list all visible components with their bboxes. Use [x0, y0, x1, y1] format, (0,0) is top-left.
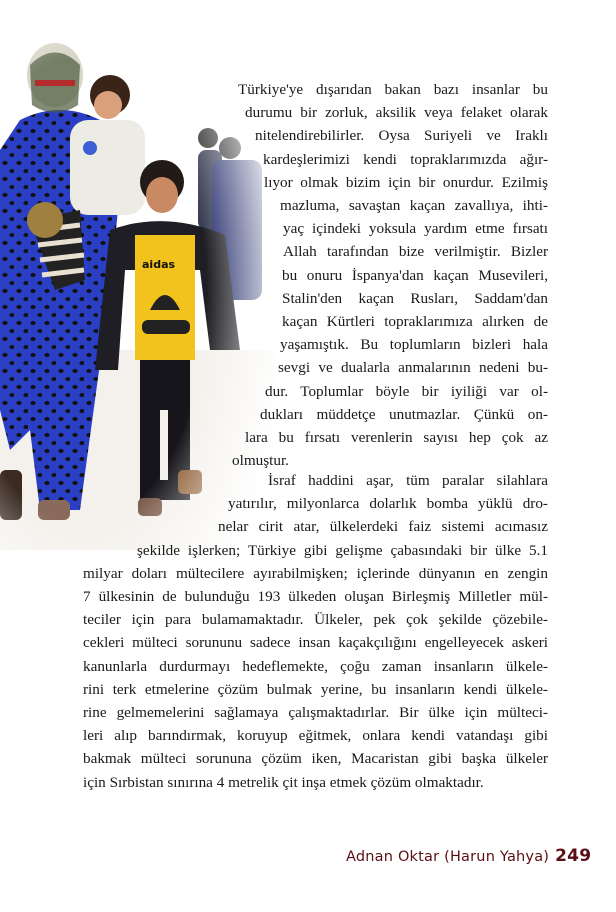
text-line: rine gelmemelerini sağlamaya çalışmaktadırlar. Bir ülke için mülteci- [83, 704, 548, 722]
text-line: lara bu fırsatı verenlerin sayısı hep çok az [245, 429, 548, 447]
author-name: Adnan Oktar (Harun Yahya) [346, 849, 550, 865]
text-line: cekleri mülteci sorununu sadece insan kaçakçılığını engelleyecek askeri [83, 634, 548, 652]
text-line: kardeşlerimizi kendi topraklarımızda ağır- [263, 150, 548, 168]
paragraph-1 [0, 78, 548, 472]
text-line: leri alıp barındırmak, koruyup eğitmek, onlara kendi vatandaşı gibi [83, 727, 548, 745]
text-line: lıyor olmak bizim için bir onurdur. Ezilmiş [264, 173, 548, 191]
text-line: yaşamıştık. Bu toplumların bizleri hala [280, 336, 548, 354]
text-line: bu onuru İspanya'dan kaçan Musevileri, [282, 266, 548, 284]
text-line: için Sırbistan sınırına 4 metrelik çit inşa etmek çözüm olmaktadır. [83, 773, 484, 791]
text-line: yatırılır, milyonlarca dolarlık bomba yüklü dro- [228, 495, 548, 513]
text-line: Stalin'den kaçan Rusları, Saddam'dan [282, 289, 548, 307]
paragraph-2 [0, 469, 548, 794]
text-line: yaç içindeki yoksula yardım etme fırsatı [283, 220, 548, 238]
text-line: kanunlarla durdurmayı hedeflemekte, çoğu zaman insanların ülkele- [83, 657, 548, 675]
text-line: İsraf haddini aşar, tüm paralar silahlara [268, 472, 548, 489]
text-line: mazluma, savaştan kaçan zavallıya, ihti- [280, 197, 548, 215]
text-line: şekilde işlerken; Türkiye gibi gelişme çabasındaki bir ülke 5.1 [137, 541, 548, 559]
text-line: Allah tarafından bize verilmiştir. Bizler [283, 243, 548, 261]
text-line: rini terk etmelerine çözüm bulmak yerine, bu insanların kendi ülkele- [83, 680, 548, 698]
text-line: dukları müddetçe unutmazlar. Çünkü on- [260, 405, 548, 423]
text-line: Türkiye'ye dışarıdan bakan bazı insanlar bu [238, 81, 548, 98]
text-line: teciler için para bulamamaktadır. Ülkeler, pek çok şekilde çözebile- [83, 611, 548, 629]
text-line: milyar doları mültecilere ayırabilmişken; içlerinde dünyanın en zengin [83, 564, 548, 582]
text-line: durumu bir zorluk, aksilik veya felaket olarak [245, 104, 548, 122]
text-line: dur. Toplumlar böyle bir iyiliği var ol- [265, 382, 548, 400]
text-line: bakmak mülteci sorununa çözüm iken, Macaristan gibi başka ülkeler [83, 750, 548, 768]
page-number: 249 [555, 846, 592, 866]
text-line: nitelendirebilirler. Oysa Suriyeli ve Iraklı [255, 127, 548, 145]
text-line: olmuştur. [232, 452, 289, 470]
text-line: kaçan Kürtleri topraklarımıza alırken de [282, 313, 548, 331]
text-line: sevgi ve dualarla anmalarının nedeni bu- [278, 359, 548, 377]
text-line: nelar cirit atar, ülkelerdeki faiz sistemi acımasız [218, 518, 548, 536]
page-footer [346, 846, 591, 866]
text-line: 7 ülkesinin de bulunduğu 193 ülkeden oluşan Birleşmiş Milletler mül- [83, 588, 548, 606]
